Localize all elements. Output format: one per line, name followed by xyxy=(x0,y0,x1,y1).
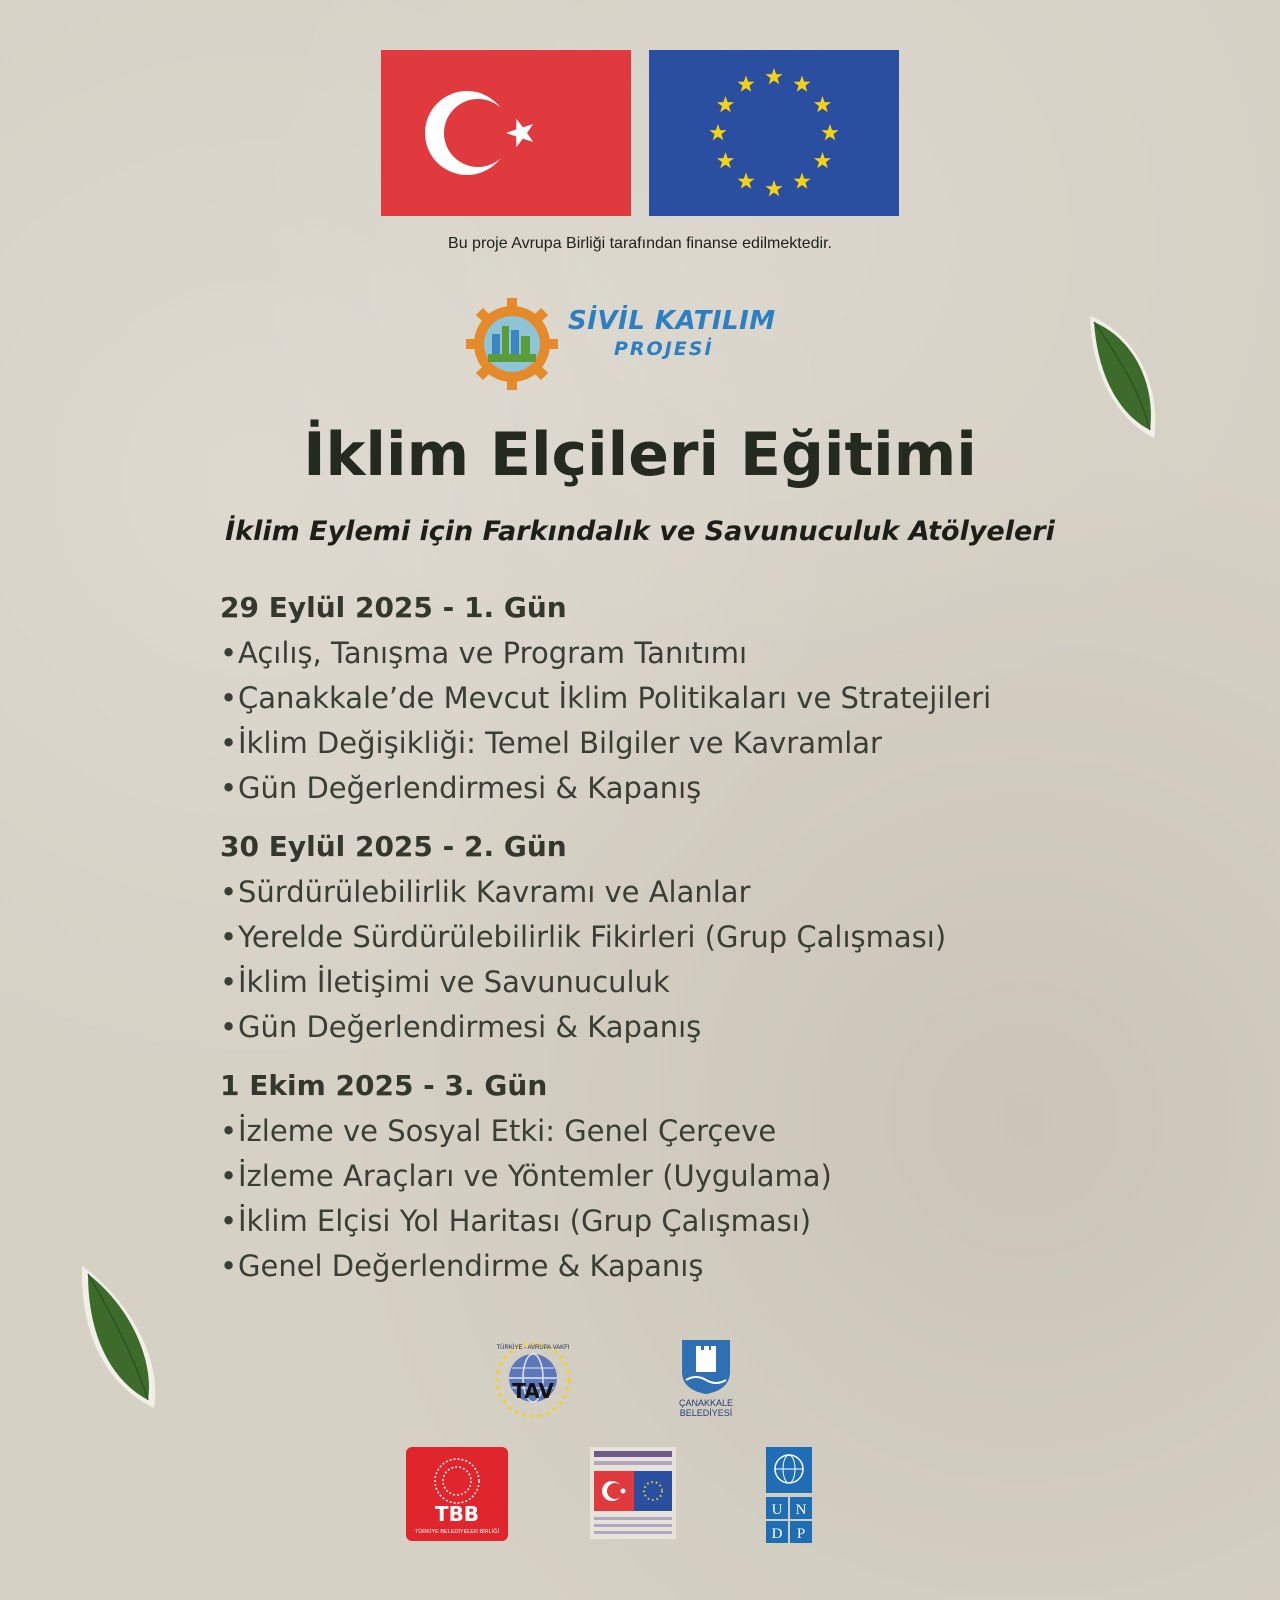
project-logo-text xyxy=(568,306,776,360)
tbb-globe-icon xyxy=(406,1447,508,1541)
eu-star-icon xyxy=(765,180,782,196)
leaf-icon xyxy=(72,1262,162,1412)
canakkale-logo xyxy=(676,1336,736,1400)
list-item: •Sürdürülebilirlik Kavramı ve Alanlar xyxy=(220,875,751,909)
day-3 xyxy=(220,1068,1100,1284)
tav-globe-icon xyxy=(484,1340,582,1422)
page-subtitle: İklim Eylemi için Farkındalık ve Savunuculuk Atölyeleri xyxy=(225,516,1055,547)
leaf-decoration-bottom-left xyxy=(72,1262,162,1416)
turkey-flag xyxy=(381,50,631,216)
eu-star-icon xyxy=(717,96,734,112)
list-item: •Genel Değerlendirme & Kapanış xyxy=(220,1249,704,1283)
list-item: •İklim Elçisi Yol Haritası (Grup Çalışması) xyxy=(220,1204,812,1238)
list-item: •İklim Değişikliği: Temel Bilgiler ve Kavramlar xyxy=(220,726,882,760)
undp-icon xyxy=(766,1447,812,1543)
tr-eu-flags-icon xyxy=(590,1447,676,1539)
undp-letter-n: N xyxy=(795,1502,807,1518)
eu-star-icon xyxy=(814,152,831,168)
undp-letter-u: U xyxy=(771,1502,783,1518)
list-item: •Gün Değerlendirmesi & Kapanış xyxy=(220,771,702,805)
list-item: •İzleme Araçları ve Yöntemler (Uygulama) xyxy=(220,1159,832,1193)
eu-funding-caption: Bu proje Avrupa Birliği tarafından finanse edilmektedir. xyxy=(448,235,832,252)
eu-star-icon xyxy=(821,124,838,140)
castle-shield-icon xyxy=(676,1336,736,1396)
eu-star-icon xyxy=(737,76,754,92)
list-item: •İzleme ve Sosyal Etki: Genel Çerçeve xyxy=(220,1114,777,1148)
day-heading: 30 Eylül 2025 - 2. Gün xyxy=(220,830,567,863)
project-logo-line1: SİVİL KATILIM xyxy=(568,306,776,336)
eu-stars-icon xyxy=(649,50,899,216)
gear-globe-icon xyxy=(464,296,560,392)
eu-star-icon xyxy=(737,173,754,189)
day-heading: 29 Eylül 2025 - 1. Gün xyxy=(220,591,567,624)
tav-logo xyxy=(484,1340,582,1426)
eu-flag xyxy=(649,50,899,216)
tav-ring-text: TÜRKİYE - AVRUPA VAKFI xyxy=(496,1345,570,1351)
eu-star-icon xyxy=(793,173,810,189)
tbb-abbr: TBB xyxy=(434,1502,480,1526)
page-title: İklim Elçileri Eğitimi xyxy=(303,420,977,490)
tr-eu-logo xyxy=(590,1447,676,1543)
eu-star-icon xyxy=(717,152,734,168)
eu-star-icon xyxy=(793,76,810,92)
program-schedule xyxy=(220,590,1100,1307)
undp-logo xyxy=(766,1447,812,1547)
eu-star-icon xyxy=(814,96,831,112)
day-1 xyxy=(220,590,1100,806)
project-logo xyxy=(464,296,560,392)
project-logo-line2: PROJESİ xyxy=(614,338,714,360)
tbb-logo xyxy=(406,1447,508,1545)
list-item: •İklim İletişimi ve Savunuculuk xyxy=(220,965,670,999)
undp-letter-p: P xyxy=(796,1526,806,1542)
tbb-full: TÜRKİYE BELEDİYELER BİRLİĞİ xyxy=(414,1529,500,1535)
list-item: •Çanakkale’de Mevcut İklim Politikaları ve Stratejileri xyxy=(220,681,992,715)
day-heading: 1 Ekim 2025 - 3. Gün xyxy=(220,1069,548,1102)
list-item: •Açılış, Tanışma ve Program Tanıtımı xyxy=(220,636,748,670)
tav-abbr: TAV xyxy=(512,1379,554,1403)
undp-letter-d: D xyxy=(771,1526,783,1542)
list-item: •Gün Değerlendirmesi & Kapanış xyxy=(220,1010,702,1044)
eu-star-icon xyxy=(709,124,726,140)
eu-star-icon xyxy=(765,68,782,84)
canakkale-caption: ÇANAKKALE BELEDİYESİ xyxy=(678,1398,734,1418)
list-item: •Yerelde Sürdürülebilirlik Fikirleri (Grup Çalışması) xyxy=(220,920,947,954)
crescent-star-icon xyxy=(381,50,631,216)
day-2 xyxy=(220,829,1100,1045)
